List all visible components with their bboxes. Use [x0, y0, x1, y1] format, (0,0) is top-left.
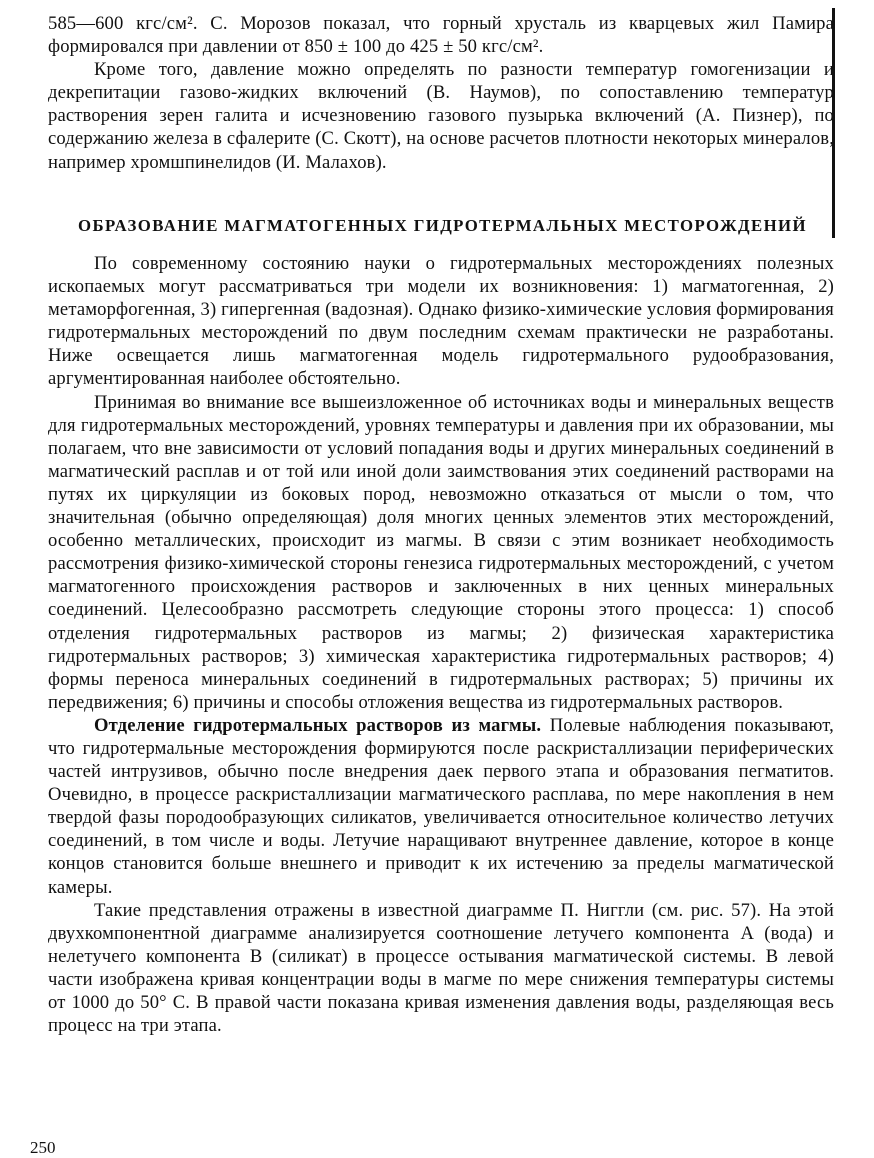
separation-paragraph	[48, 714, 834, 899]
main-text	[48, 252, 834, 1037]
continuation-text	[48, 12, 834, 174]
models-paragraph: По современному состоянию науки о гидротермальных месторождениях полезных ископаемых могут рассматриваться три модели их возникновения: 1) магматогенная, 2) метаморфогенная, 3) гипергенная (вадозная). Однако физико-химические условия формирования гидротермальных месторождений по двум последним схемам практически не разработаны. Ниже освещается лишь магматогенная модель гидротермального рудообразования, аргументированная наиболее обстоятельно.	[48, 253, 834, 390]
pressure-methods-paragraph: Кроме того, давление можно определять по разности температур гомогенизации и декрепитации газово-жидких включений (В. Наумов), по сопоставлению температур растворения зерен галита и исчезновению газового пузырька включений (А. Пизнер), по содержанию железа в сфалерите (С. Скотт), на основе расчетов плотности некоторых минералов, например хромшпинелидов (И. Малахов).	[48, 59, 834, 173]
considerations-paragraph: Принимая во внимание все вышеизложенное об источниках воды и минеральных веществ для гидротермальных месторождений, уровнях температуры и давления при их образовании, мы полагаем, что вне зависимости от условий попадания воды и других минеральных соединений в магматический расплав и от той или иной доли заимствования этих соединений растворами на путях их циркуляции из боковых пород, невозможно отказаться от мысли о том, что значительная (обычно определяющая) доля многих ценных элементов этих месторождений, особенно металлических, происходит из магмы. В связи с этим возникает необходимость рассмотрения физико-химической стороны генезиса гидротермальных месторождений, с учетом магматогенного происхождения растворов и заключенных в них ценных минеральных соединений. Целесообразно рассмотреть следующие стороны этого процесса: 1) способ отделения гидротермальных растворов из магмы; 2) физическая характеристика гидротермальных растворов; 3) химическая характеристика гидротермальных растворов; 4) формы переноса минеральных соединений в гидротермальных растворах; 5) причины их передвижения; 6) причины и способы отложения вещества из гидротермальных растворов.	[48, 391, 834, 713]
subsection-body: Полевые наблюдения показывают, что гидротермальные месторождения формируются после раскристаллизации периферических частей интрузивов, обычно после внедрения даек первого этапа и образования пегматитов. Очевидно, в процессе раскристаллизации магматического расплава, по мере накопления в нем твердой фазы породообразующих силикатов, увеличивается относительное количество летучих соединений, в том числе и воды. Летучие наращивают внутреннее давление, которое в конце концов становится больше внешнего и приводит к их истечению за пределы магматической камеры.	[48, 714, 834, 898]
section-heading: ОБРАЗОВАНИЕ МАГМАТОГЕННЫХ ГИДРОТЕРМАЛЬНЫХ МЕСТОРОЖДЕНИЙ	[78, 216, 807, 235]
subsection-title: Отделение гидротермальных растворов из магмы.	[94, 714, 542, 736]
continuation-paragraph: 585—600 кгс/см². С. Морозов показал, что горный хрусталь из кварцевых жил Памира формировался при давлении от 850 ± 100 до 425 ± 50 кгс/см².	[48, 13, 834, 58]
page-number: 250	[30, 1138, 56, 1157]
niggli-diagram-paragraph: Такие представления отражены в известной диаграмме П. Ниггли (см. рис. 57). На этой двухкомпонентной диаграмме анализируется соотношение летучего компонента A (вода) и нелетучего компонента B (силикат) в процессе остывания магматической системы. В левой части изображена кривая концентрации воды в магме по мере снижения температуры системы от 1000 до 50° C. В правой части показана кривая изменения давления воды, разделяющая весь процесс на три этапа.	[48, 899, 834, 1037]
